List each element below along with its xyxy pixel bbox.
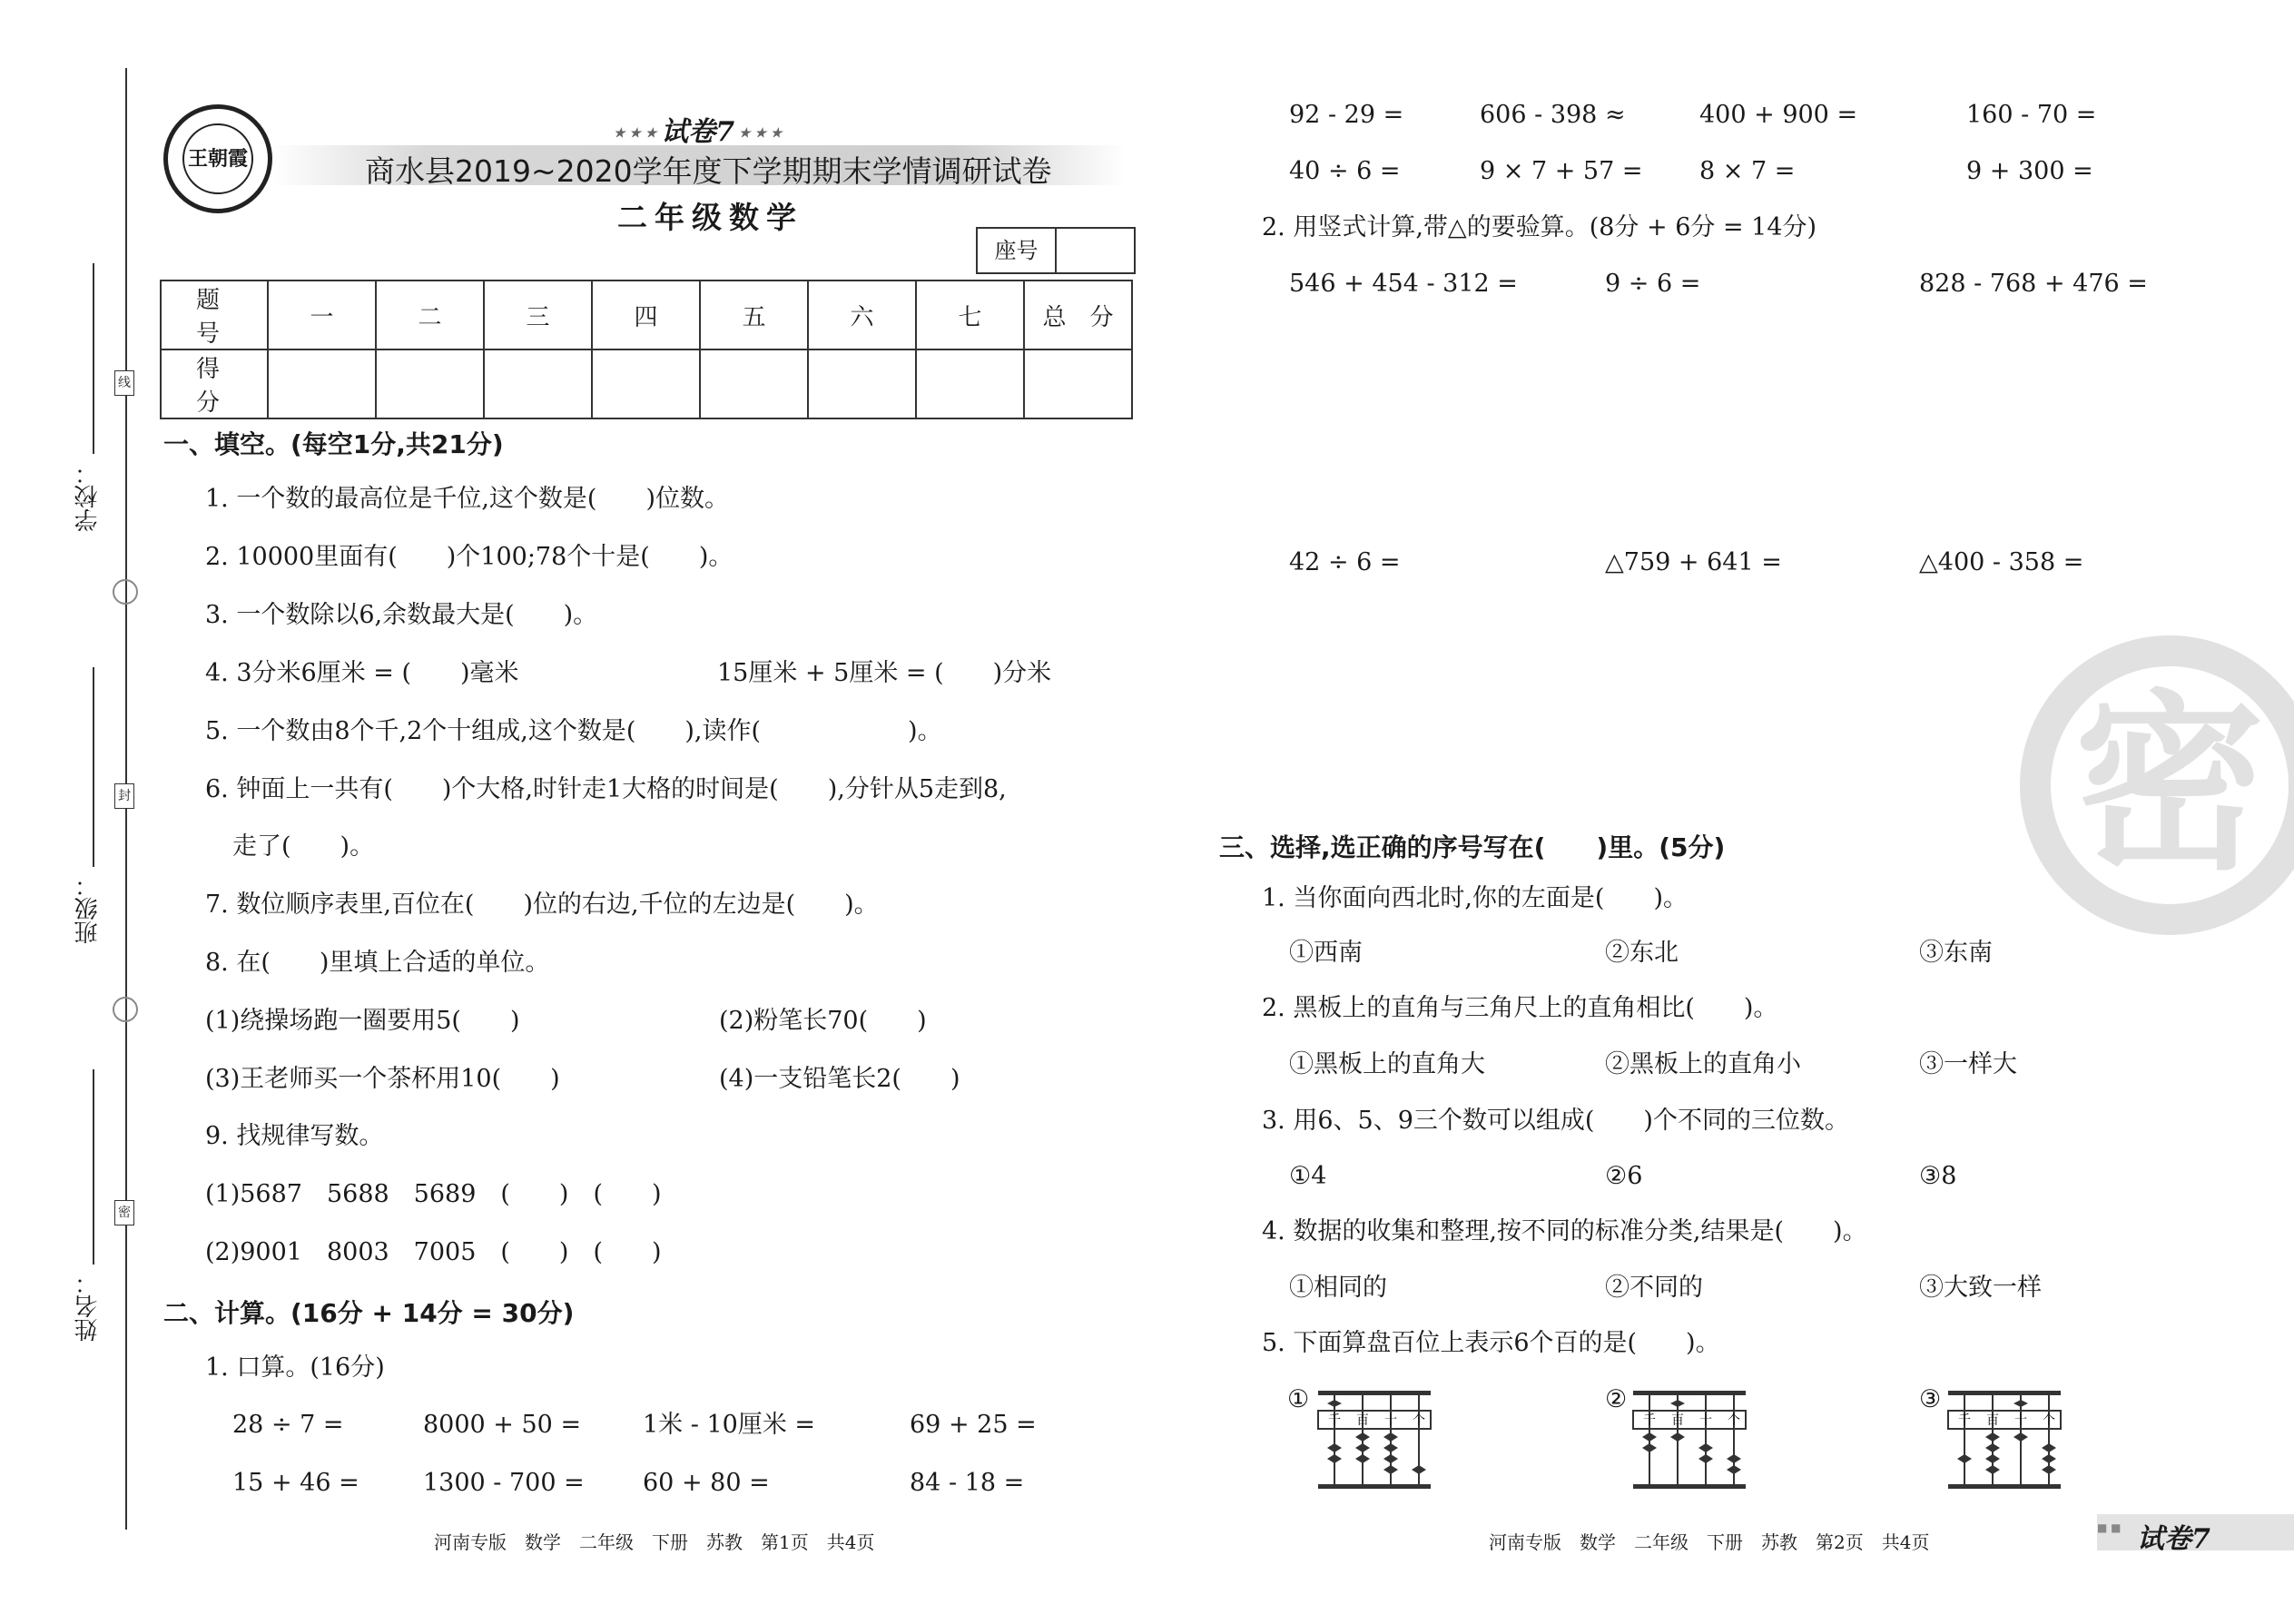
- question: (2)粉笔长70( ): [719, 1007, 927, 1035]
- score-table: [160, 280, 1133, 419]
- table-cell: 七: [916, 281, 1024, 349]
- question: 5. 一个数由8个千,2个十组成,这个数是( ),读作( )。: [205, 717, 942, 745]
- table-cell: 四: [592, 281, 700, 349]
- question: 8. 在( )里填上合适的单位。: [205, 949, 550, 977]
- seat-input[interactable]: [1057, 229, 1134, 272]
- abacus-label: 个: [1728, 1413, 1740, 1428]
- question: 1. 口算。(16分): [205, 1353, 385, 1382]
- vertical-item: △759 + 641 =: [1605, 548, 1782, 576]
- seal-mi-box: 密: [114, 1200, 134, 1225]
- oral-item: 28 ÷ 7 =: [232, 1411, 344, 1439]
- question: 1. 一个数的最高位是千位,这个数是( )位数。: [205, 485, 729, 513]
- option: ③大致一样: [1919, 1274, 2042, 1302]
- oral-item: 1米 - 10厘米 =: [643, 1411, 816, 1439]
- seal-dot-icon: [113, 997, 138, 1022]
- abacus-label: 个: [2043, 1413, 2055, 1428]
- question: 1. 当你面向西北时,你的左面是( )。: [1262, 884, 1688, 912]
- option: ②东北: [1605, 939, 1679, 967]
- name-blank: [93, 1069, 94, 1265]
- option: ①4: [1289, 1162, 1327, 1190]
- seat-label: 座号: [978, 229, 1057, 272]
- question: 9. 找规律写数。: [205, 1122, 384, 1150]
- abacus-label: 百: [1986, 1413, 1999, 1428]
- score-row: [161, 349, 1132, 418]
- question: 2. 黑板上的直角与三角尺上的直角相比( )。: [1262, 994, 1778, 1022]
- question: (4)一支铅笔长2( ): [719, 1065, 960, 1093]
- class-blank: [93, 667, 94, 867]
- table-cell: 三: [484, 281, 592, 349]
- vertical-item: 9 ÷ 6 =: [1605, 270, 1701, 298]
- abacus-3: [1946, 1389, 2063, 1491]
- page-subtitle: 二年级数学: [617, 200, 803, 235]
- school-blank: [93, 263, 94, 454]
- option: ①黑板上的直角大: [1289, 1050, 1485, 1078]
- seal-dot-icon: [113, 579, 138, 605]
- abacus-label: 十: [1384, 1413, 1397, 1428]
- section3-heading: 三、选择,选正确的序号写在( )里。(5分): [1219, 832, 1726, 862]
- oral-item: 1300 - 700 =: [423, 1469, 585, 1497]
- seat-number-box: [976, 227, 1136, 274]
- paper-tag-label: 试卷7: [2137, 1523, 2210, 1555]
- score-input[interactable]: [484, 349, 592, 418]
- oral-item: 8000 + 50 =: [423, 1411, 582, 1439]
- question: 3. 一个数除以6,余数最大是( )。: [205, 601, 598, 629]
- table-cell: 得 分: [161, 349, 268, 418]
- score-input[interactable]: [376, 349, 484, 418]
- option: ②6: [1605, 1162, 1643, 1190]
- option: ②黑板上的直角小: [1605, 1050, 1801, 1078]
- option: ①相同的: [1289, 1274, 1387, 1302]
- question: (1)绕操场跑一圈要用5( ): [205, 1007, 520, 1035]
- question: 7. 数位顺序表里,百位在( )位的右边,千位的左边是( )。: [205, 891, 879, 919]
- question: 2. 10000里面有( )个100;78个十是( )。: [205, 543, 733, 571]
- table-cell: 总 分: [1024, 281, 1132, 349]
- question: (2)9001 8003 7005 ( ) ( ): [205, 1238, 662, 1266]
- question: 4. 3分米6厘米 = ( )毫米: [205, 659, 519, 687]
- table-cell: 五: [700, 281, 808, 349]
- name-label: 姓名：: [74, 1271, 102, 1342]
- abacus-label: 千: [1643, 1413, 1656, 1428]
- oral-item: 9 + 300 =: [1966, 157, 2093, 185]
- oral-item: 15 + 46 =: [232, 1469, 359, 1497]
- score-input[interactable]: [916, 349, 1024, 418]
- oral-item: 160 - 70 =: [1966, 101, 2097, 129]
- vertical-item: △400 - 358 =: [1919, 548, 2084, 576]
- question: 6. 钟面上一共有( )个大格,时针走1大格的时间是( ),分针从5走到8,: [205, 775, 1007, 803]
- question: 4. 数据的收集和整理,按不同的标准分类,结果是( )。: [1262, 1217, 1867, 1245]
- abacus-1: [1316, 1389, 1433, 1491]
- abacus-label: 个: [1413, 1413, 1425, 1428]
- oral-item: 84 - 18 =: [910, 1469, 1025, 1497]
- seal-feng-box: 封: [114, 783, 134, 809]
- question: (3)王老师买一个茶杯用10( ): [205, 1065, 560, 1093]
- score-input[interactable]: [592, 349, 700, 418]
- oral-item: 8 × 7 =: [1699, 157, 1796, 185]
- option: ①: [1287, 1385, 1310, 1413]
- abacus-label: 十: [2014, 1413, 2027, 1428]
- school-label: 学校：: [74, 461, 102, 532]
- tag-ornament: ■ ■: [2097, 1521, 2122, 1534]
- logo: [163, 104, 272, 213]
- oral-item: 92 - 29 =: [1289, 101, 1404, 129]
- logo-text: 王朝霞: [182, 123, 253, 194]
- page-title: 商水县2019~2020学年度下学期期末学情调研试卷: [365, 153, 1052, 189]
- table-cell: 二: [376, 281, 484, 349]
- question: 15厘米 + 5厘米 = ( )分米: [717, 659, 1052, 687]
- vertical-item: 42 ÷ 6 =: [1289, 548, 1401, 576]
- table-cell: 一: [268, 281, 376, 349]
- score-input[interactable]: [268, 349, 376, 418]
- oral-item: 40 ÷ 6 =: [1289, 157, 1401, 185]
- oral-item: 60 + 80 =: [643, 1469, 770, 1497]
- footer-right: 河南专版 数学 二年级 下册 苏教 第2页 共4页: [1489, 1531, 1930, 1553]
- watermark-seal: 密: [2020, 635, 2294, 935]
- option: ③: [1919, 1385, 1942, 1413]
- abacus-2: [1631, 1389, 1748, 1491]
- score-input[interactable]: [1024, 349, 1132, 418]
- abacus-label: 千: [1958, 1413, 1971, 1428]
- score-input[interactable]: [700, 349, 808, 418]
- section2-heading: 二、计算。(16分 + 14分 = 30分): [163, 1298, 575, 1328]
- class-label: 班级：: [74, 873, 102, 944]
- vertical-item: 546 + 454 - 312 =: [1289, 270, 1518, 298]
- section1-heading: 一、填空。(每空1分,共21分): [163, 429, 504, 459]
- series-label: ★ ★ ★ 试卷7 ★ ★ ★: [614, 116, 783, 148]
- question: 5. 下面算盘百位上表示6个百的是( )。: [1262, 1329, 1720, 1357]
- abacus-label: 百: [1671, 1413, 1684, 1428]
- footer-left: 河南专版 数学 二年级 下册 苏教 第1页 共4页: [434, 1531, 875, 1553]
- abacus-label: 十: [1699, 1413, 1712, 1428]
- question: 3. 用6、5、9三个数可以组成( )个不同的三位数。: [1262, 1107, 1849, 1135]
- question: (1)5687 5688 5689 ( ) ( ): [205, 1180, 662, 1208]
- option: ②: [1605, 1385, 1628, 1413]
- question: 走了( )。: [232, 832, 375, 861]
- option: ③8: [1919, 1162, 1957, 1190]
- oral-item: 606 - 398 ≈: [1480, 101, 1626, 129]
- vertical-item: 828 - 768 + 476 =: [1919, 270, 2148, 298]
- seal-line-box: 线: [114, 370, 134, 396]
- option: ③东南: [1919, 939, 1993, 967]
- abacus-label: 百: [1356, 1413, 1369, 1428]
- oral-item: 9 × 7 + 57 =: [1480, 157, 1643, 185]
- oral-item: 400 + 900 =: [1699, 101, 1858, 129]
- table-cell: 题 号: [161, 281, 268, 349]
- table-cell: 六: [808, 281, 916, 349]
- score-header-row: [161, 281, 1132, 349]
- option: ③一样大: [1919, 1050, 2017, 1078]
- score-input[interactable]: [808, 349, 916, 418]
- oral-item: 69 + 25 =: [910, 1411, 1037, 1439]
- abacus-label: 千: [1328, 1413, 1341, 1428]
- question: 2. 用竖式计算,带△的要验算。(8分 + 6分 = 14分): [1262, 213, 1817, 241]
- option: ①西南: [1289, 939, 1363, 967]
- option: ②不同的: [1605, 1274, 1703, 1302]
